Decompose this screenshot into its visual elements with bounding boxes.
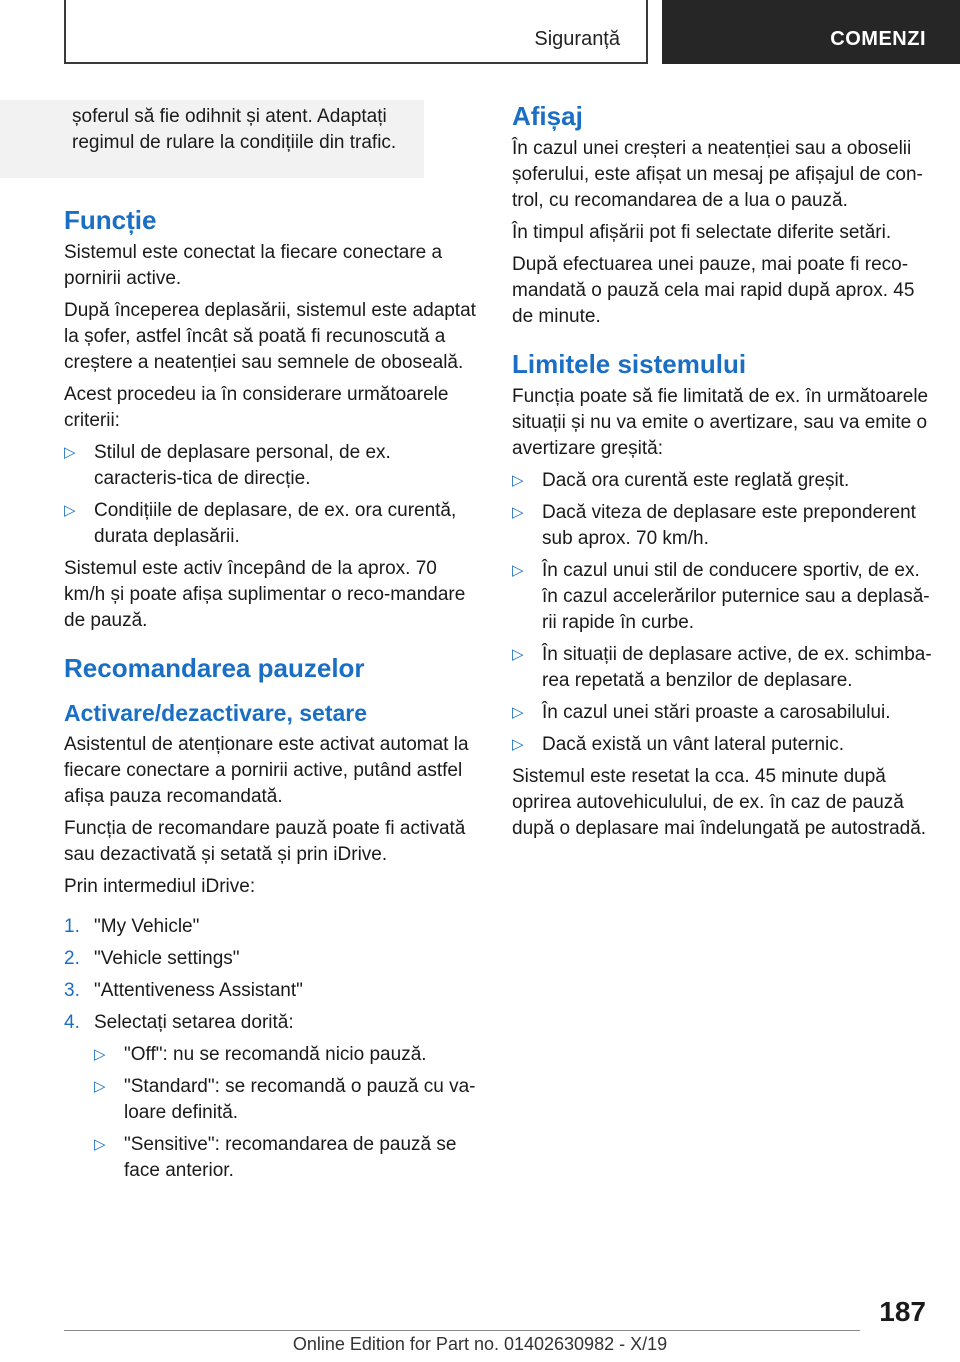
paragraph: Sistemul este activ începând de la aprox. 70 km/h și poate afișa suplimentar o reco‐mandare de pauză. xyxy=(64,558,466,631)
right-column xyxy=(512,100,932,848)
step-item: 3. "Attentiveness Assistant" xyxy=(64,980,303,1001)
triangle-right-icon: ▷ xyxy=(512,736,524,753)
paragraph: Asistentul de atenționare este activat automat la fiecare conectare a pornirii active, putând astfel afișa pauza recomandată. xyxy=(64,734,469,807)
list-item: ▷ "Standard": se recomandă o pauză cu va‐loare definită. xyxy=(94,1076,476,1123)
list-item: ▷ "Sensitive": recomandarea de pauză se face anterior. xyxy=(94,1134,457,1181)
list-item: ▷ Condițiile de deplasare, de ex. ora curentă, durata deplasării. xyxy=(64,500,457,547)
list-item: ▷ În cazul unei stări proaste a carosabilului. xyxy=(512,700,932,726)
header-chapter-tab xyxy=(662,0,960,64)
triangle-right-icon: ▷ xyxy=(512,472,524,489)
options-list xyxy=(94,1042,480,1184)
step-item: 1. "My Vehicle" xyxy=(64,916,200,937)
triangle-right-icon: ▷ xyxy=(512,504,524,521)
page-number: 187 xyxy=(879,1296,926,1327)
header-chapter-title: COMENZI xyxy=(830,28,926,50)
paragraph: Sistemul este conectat la fiecare conectare a pornirii active. xyxy=(64,242,443,289)
section-title-functie: Funcție xyxy=(64,205,157,235)
list-item: ▷ Stilul de deplasare personal, de ex. caracteris‐tica de direcție. xyxy=(64,442,391,489)
footer-edition-text: Online Edition for Part no. 01402630982 - X/19 xyxy=(292,1334,668,1354)
paragraph: Sistemul este resetat la cca. 45 minute după oprirea autovehiculului, de ex. în caz de pauză după o deplasare mai îndelungată pe autostradă. xyxy=(512,766,927,839)
step-item: 2. "Vehicle settings" xyxy=(64,948,240,969)
triangle-right-icon: ▷ xyxy=(64,444,76,461)
footer-divider xyxy=(64,1330,860,1331)
section-title-recomandarea: Recomandarea pauzelor xyxy=(64,653,365,683)
paragraph: În timpul afișării pot fi selectate diferite setări. xyxy=(512,222,892,243)
triangle-right-icon: ▷ xyxy=(94,1136,106,1153)
paragraph: Funcția poate să fie limitată de ex. în următoarele situații și nu va emite o avertizare, sau va emite o avertizare greșită: xyxy=(512,386,929,459)
list-item: ▷ În situații de deplasare active, de ex. schimba‐rea repetată a benzilor de deplasare. xyxy=(512,644,932,691)
triangle-right-icon: ▷ xyxy=(64,502,76,519)
paragraph: Acest procedeu ia în considerare următoarele criterii: xyxy=(64,384,449,431)
triangle-right-icon: ▷ xyxy=(512,562,524,579)
left-column xyxy=(64,100,480,1190)
list-item: ▷ În cazul unui stil de conducere sportiv, de ex. în cazul accelerărilor puternice sau a deplasă‐rii rapide în curbe. xyxy=(512,560,930,633)
paragraph: După efectuarea unei pauze, mai poate fi reco‐mandată o pauză cela mai rapid după aprox. 45 de minute. xyxy=(512,254,915,327)
subsection-title-activare: Activare/dezactivare, setare xyxy=(64,700,368,726)
paragraph: Funcția de recomandare pauză poate fi activată sau dezactivată și setată și prin iDrive. xyxy=(64,818,466,865)
header-section-tab xyxy=(64,0,648,64)
list-item: ▷ Dacă viteza de deplasare este preponderent sub aprox. 70 km/h. xyxy=(512,502,916,549)
idrive-steps xyxy=(64,914,480,1184)
section-title-afisaj: Afișaj xyxy=(512,101,583,131)
paragraph: După începerea deplasării, sistemul este adaptat la șofer, astfel încât să poată fi recunoscută a creștere a neatenției sau semnele de oboseală. xyxy=(64,300,476,373)
triangle-right-icon: ▷ xyxy=(94,1046,106,1063)
triangle-right-icon: ▷ xyxy=(94,1078,106,1095)
note-text: șoferul să fie odihnit și atent. Adaptați regimul de rulare la condițiile din trafic. xyxy=(72,106,397,153)
triangle-right-icon: ▷ xyxy=(512,646,524,663)
limits-list xyxy=(512,468,932,758)
step-item: 4. Selectați setarea dorită: ▷ "Off": nu se recomandă nicio pauză. ▷ "Standard": se recomandă o pauză cu va‐loare definită. ▷ "Sensitive": recomandarea de pauză se face anterior. xyxy=(64,1010,480,1184)
paragraph: Prin intermediul iDrive: xyxy=(64,876,256,897)
header-section-title: Siguranță xyxy=(534,28,620,50)
paragraph: În cazul unei creșteri a neatenției sau a oboselii șoferului, este afișat un mesaj pe afișajul de con‐trol, cu recomandarea de a lua o pauză. xyxy=(512,138,923,211)
list-item: ▷ Dacă ora curentă este reglată greșit. xyxy=(512,468,932,494)
triangle-right-icon: ▷ xyxy=(512,704,524,721)
note-box xyxy=(0,100,424,178)
criteria-list xyxy=(64,440,480,550)
section-title-limite: Limitele sistemului xyxy=(512,349,747,379)
list-item: ▷ Dacă există un vânt lateral puternic. xyxy=(512,732,932,758)
list-item: ▷ "Off": nu se recomandă nicio pauză. xyxy=(94,1042,480,1068)
